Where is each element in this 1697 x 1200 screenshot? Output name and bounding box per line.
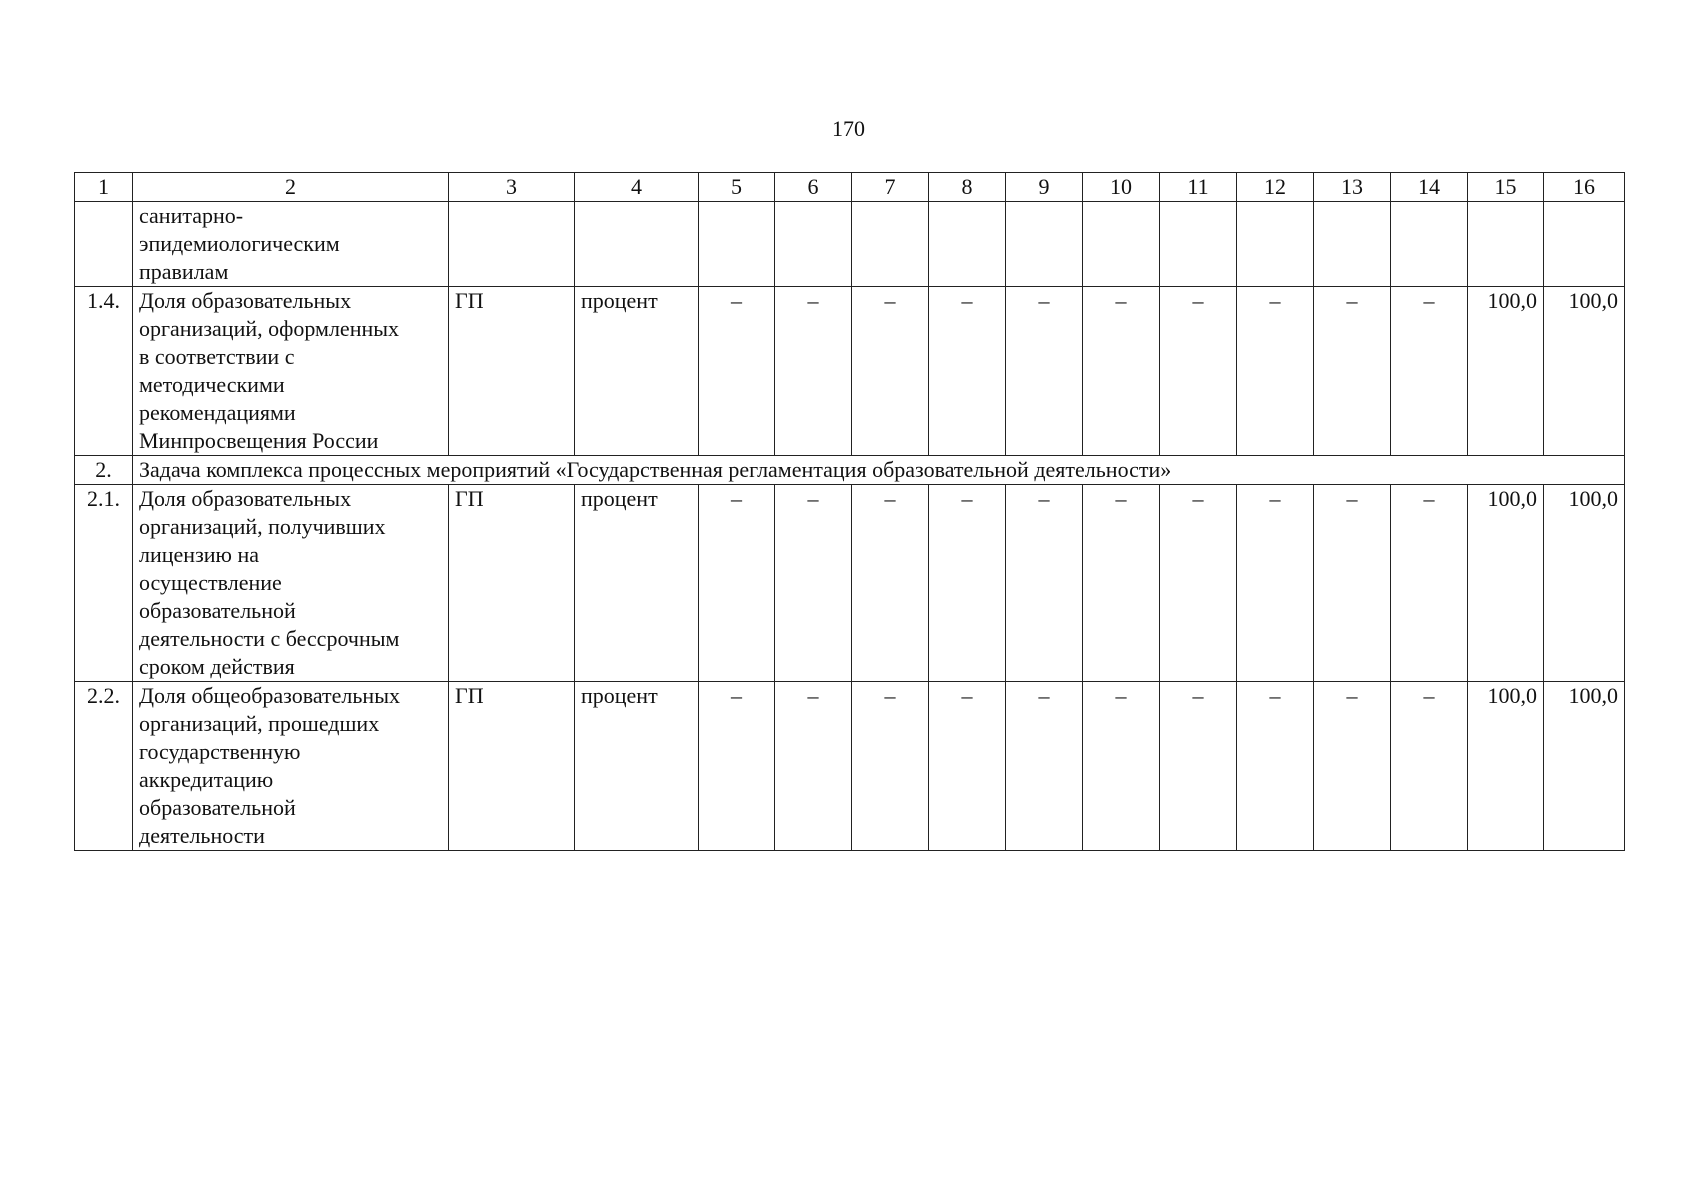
text-line: Доля образовательных (139, 486, 352, 511)
text-line: правилам (139, 259, 229, 284)
text-line: аккредитацию (139, 767, 274, 792)
indicator-name-cell (133, 202, 449, 287)
row-number-cell: 2. (75, 456, 133, 485)
value-cell: – (775, 485, 852, 682)
table-row-2-2 (75, 682, 1625, 851)
row-number-cell: 2.2. (75, 682, 133, 851)
column-header: 14 (1391, 173, 1468, 202)
column-header: 3 (449, 173, 575, 202)
value-cell: – (1314, 682, 1391, 851)
column-header: 9 (1006, 173, 1083, 202)
empty-cell (1160, 202, 1237, 287)
value-cell: – (1006, 682, 1083, 851)
value-cell: – (775, 287, 852, 456)
table-row-task-2 (75, 456, 1625, 485)
column-header: 10 (1083, 173, 1160, 202)
text-line: Доля образовательных (139, 288, 352, 313)
value-cell: 100,0 (1468, 485, 1544, 682)
value-cell: – (1314, 485, 1391, 682)
empty-cell (1468, 202, 1544, 287)
value-cell: – (1160, 485, 1237, 682)
indicator-name-cell (133, 287, 449, 456)
value-cell: – (929, 682, 1006, 851)
value-cell: – (699, 485, 775, 682)
value-cell: – (1391, 287, 1468, 456)
empty-cell (929, 202, 1006, 287)
text-line: образовательной (139, 795, 296, 820)
value-cell: – (929, 485, 1006, 682)
unit-cell: процент (575, 682, 699, 851)
unit-cell: процент (575, 287, 699, 456)
table-row-1-4 (75, 287, 1625, 456)
column-header: 13 (1314, 173, 1391, 202)
value-cell: 100,0 (1544, 682, 1625, 851)
column-header: 12 (1237, 173, 1314, 202)
value-cell: – (775, 682, 852, 851)
text-line: государственную (139, 739, 301, 764)
value-cell: – (1083, 485, 1160, 682)
value-cell: 100,0 (1468, 287, 1544, 456)
table-row-continuation (75, 202, 1625, 287)
empty-cell (1083, 202, 1160, 287)
page-number: 170 (832, 116, 865, 141)
empty-cell (1391, 202, 1468, 287)
column-header: 8 (929, 173, 1006, 202)
text-line: методическими (139, 372, 285, 397)
text-line: осуществление (139, 570, 282, 595)
value-cell: – (1314, 287, 1391, 456)
value-cell: 100,0 (1544, 485, 1625, 682)
unit-cell: процент (575, 485, 699, 682)
value-cell: – (699, 287, 775, 456)
column-header: 15 (1468, 173, 1544, 202)
value-cell: – (852, 682, 929, 851)
column-header: 16 (1544, 173, 1625, 202)
text-line: деятельности (139, 823, 265, 848)
empty-cell (699, 202, 775, 287)
indicators-table (74, 172, 1625, 851)
value-cell: 100,0 (1544, 287, 1625, 456)
table-row-2-1 (75, 485, 1625, 682)
source-cell: ГП (449, 287, 575, 456)
row-number-cell: 2.1. (75, 485, 133, 682)
text-line: организаций, получивших (139, 514, 386, 539)
source-cell: ГП (449, 485, 575, 682)
column-header: 1 (75, 173, 133, 202)
value-cell: – (1160, 682, 1237, 851)
column-header: 4 (575, 173, 699, 202)
column-header: 5 (699, 173, 775, 202)
value-cell: – (929, 287, 1006, 456)
column-header: 11 (1160, 173, 1237, 202)
value-cell: – (1391, 485, 1468, 682)
value-cell: – (1237, 682, 1314, 851)
empty-cell (1006, 202, 1083, 287)
empty-cell (775, 202, 852, 287)
value-cell: – (1006, 485, 1083, 682)
text-line: образовательной (139, 598, 296, 623)
table-header-row (75, 173, 1625, 202)
value-cell: – (1083, 287, 1160, 456)
value-cell: – (1083, 682, 1160, 851)
value-cell: – (1391, 682, 1468, 851)
indicator-name-cell (133, 682, 449, 851)
text-line: организаций, прошедших (139, 711, 380, 736)
row-number-cell (75, 202, 133, 287)
source-cell: ГП (449, 682, 575, 851)
empty-cell (1314, 202, 1391, 287)
column-header: 6 (775, 173, 852, 202)
row-number-cell: 1.4. (75, 287, 133, 456)
column-header: 7 (852, 173, 929, 202)
empty-cell (575, 202, 699, 287)
value-cell: – (1160, 287, 1237, 456)
empty-cell (1544, 202, 1625, 287)
value-cell: 100,0 (1468, 682, 1544, 851)
empty-cell (852, 202, 929, 287)
text-line: Минпросвещения России (139, 428, 379, 453)
text-line: лицензию на (139, 542, 260, 567)
indicator-name-cell (133, 485, 449, 682)
text-line: деятельности с бессрочным (139, 626, 400, 651)
text-line: в соответствии с (139, 344, 295, 369)
text-line: рекомендациями (139, 400, 296, 425)
text-line: сроком действия (139, 654, 295, 679)
value-cell: – (1006, 287, 1083, 456)
value-cell: – (1237, 287, 1314, 456)
value-cell: – (852, 287, 929, 456)
value-cell: – (699, 682, 775, 851)
text-line: организаций, оформленных (139, 316, 400, 341)
value-cell: – (1237, 485, 1314, 682)
column-header: 2 (133, 173, 449, 202)
text-line: Доля общеобразовательных (139, 683, 400, 708)
text-line: эпидемиологическим (139, 231, 340, 256)
task-heading-cell: Задача комплекса процессных мероприятий «Государственная регламентация образовательной деятельности» (133, 456, 1625, 485)
empty-cell (1237, 202, 1314, 287)
empty-cell (449, 202, 575, 287)
text-line: санитарно- (139, 203, 244, 228)
value-cell: – (852, 485, 929, 682)
